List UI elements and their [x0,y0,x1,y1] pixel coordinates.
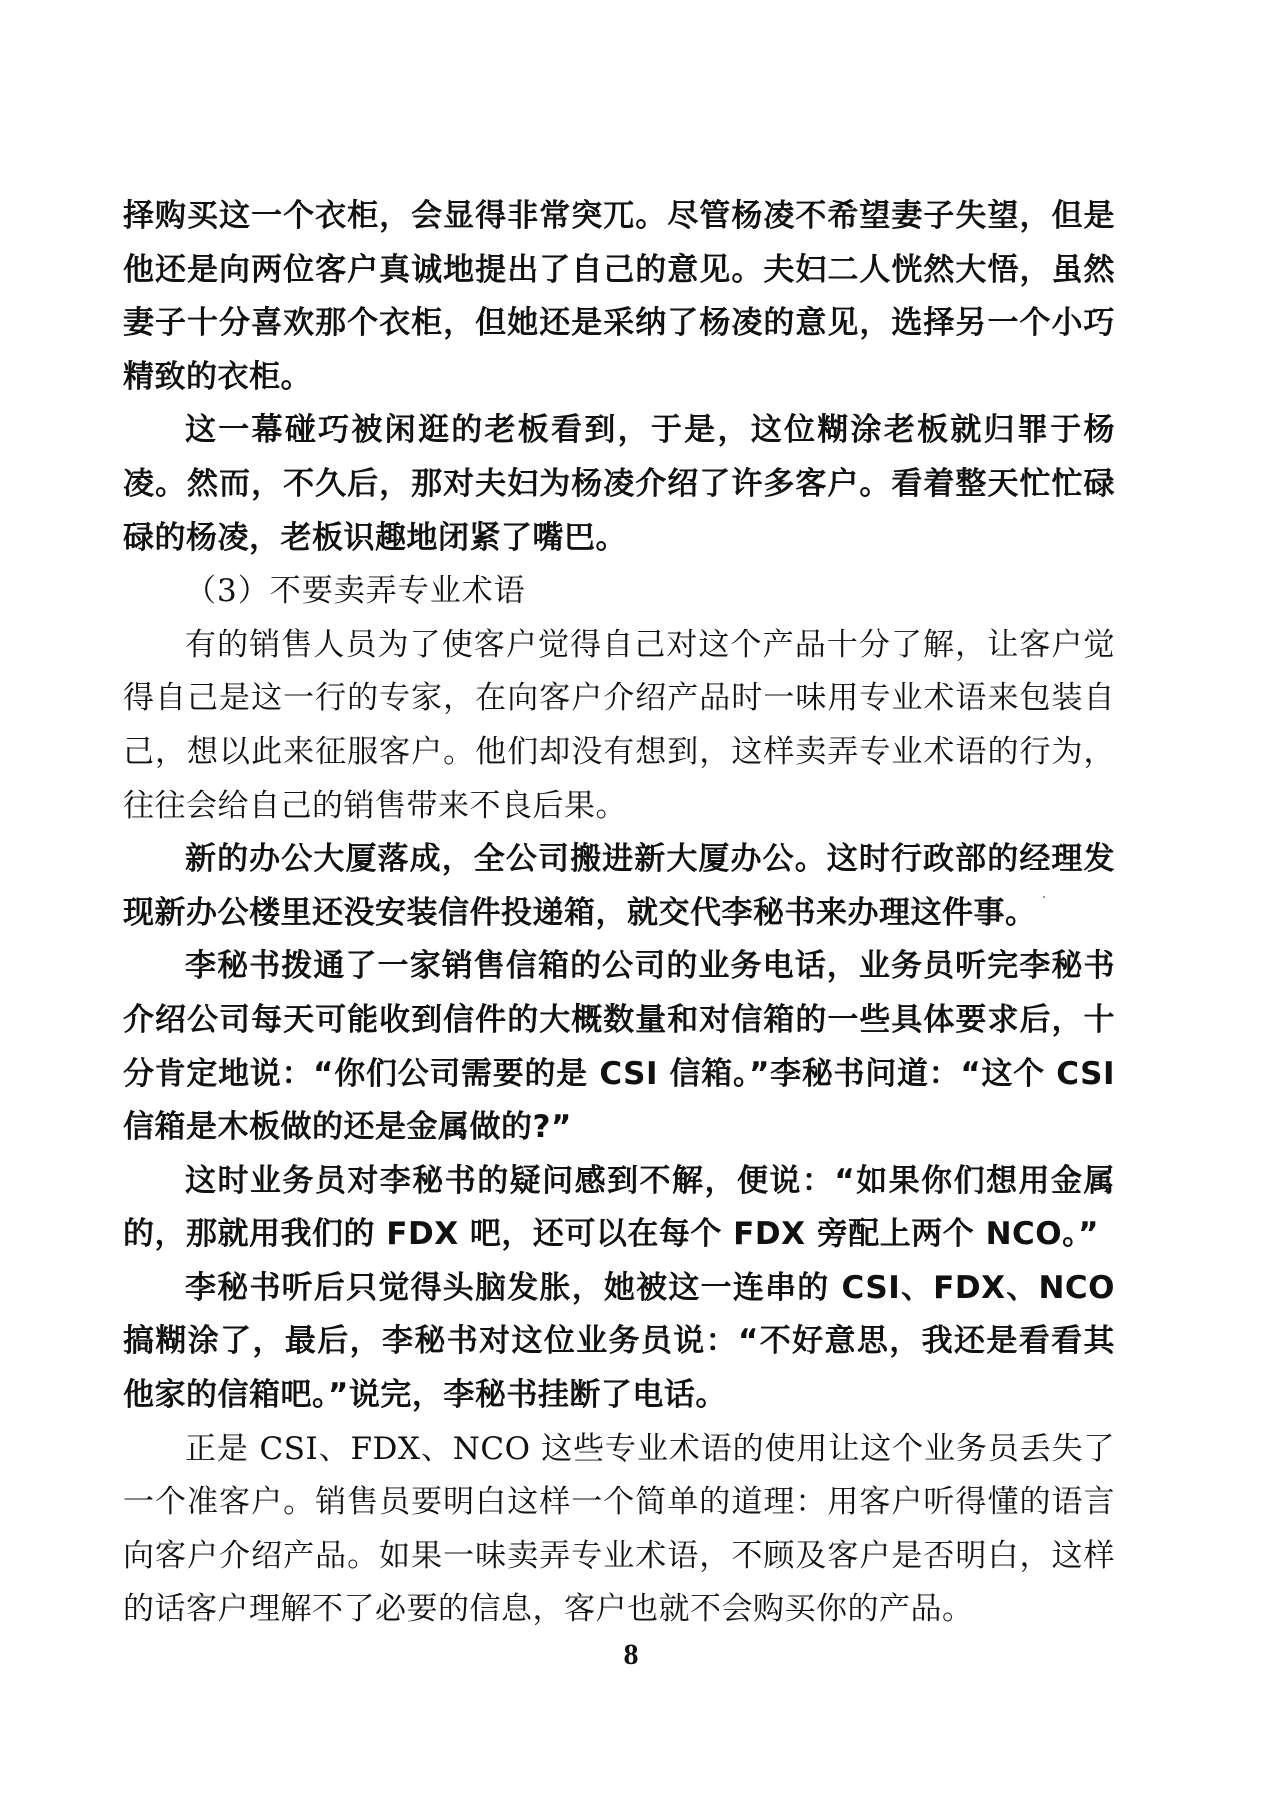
paragraph-9-conclusion: 正是 CSI、FDX、NCO 这些专业术语的使用让这个业务员丢失了一个准客户。销售员要明白这样一个简单的道理：用客户听得懂的语言向客户介绍产品。如果一味卖弄专业术语，不顾及客户是否明白，这样的话客户理解不了必要的信息，客户也就不会购买你的产品。 [123,1430,1115,1628]
paragraph-4-jargon-intro: 有的销售人员为了使客户觉得自己对这个产品十分了解，让客户觉得自己是这一行的专家，在向客户介绍产品时一味用专业术语来包装自己，想以此来征服客户。他们却没有想到，这样卖弄专业术语的行为，往往会给自己的销售带来不良后果。 [123,626,1115,824]
paragraph-5-new-office: 新的办公大厦落成，全公司搬进新大厦办公。这时行政部的经理发现新办公楼里还没安装信件投递箱，就交代李秘书来办理这件事。 [123,841,1115,931]
paragraph-8-secretary-confused: 李秘书听后只觉得头脑发胀，她被这一连串的 CSI、FDX、NCO 搞糊涂了，最后，李秘书对这位业务员说：“不好意思，我还是看看其他家的信箱吧。”说完，李秘书挂断了电话。 [123,1269,1115,1414]
body-text [123,190,1115,1637]
scan-speck [1043,896,1045,898]
paragraph-1-story-continuation: 择购买这一个衣柜，会显得非常突兀。尽管杨凌不希望妻子失望，但是他还是向两位客户真诚地提出了自己的意见。夫妇二人恍然大悟，虽然妻子十分喜欢那个衣柜，但她还是采纳了杨凌的意见，选择另一个小巧精致的衣柜。 [123,198,1115,395]
paragraph-6-phone-call: 李秘书拨通了一家销售信箱的公司的业务电话，业务员听完李秘书介绍公司每天可能收到信件的大概数量和对信箱的一些具体要求后，十分肯定地说：“你们公司需要的是 CSI 信箱。”李秘书问道：“这个 CSI 信箱是木板做的还是金属做的?” [123,948,1115,1146]
paragraph-2-boss-reaction: 这一幕碰巧被闲逛的老板看到，于是，这位糊涂老板就归罪于杨凌。然而，不久后，那对夫妇为杨凌介绍了许多客户。看着整天忙忙碌碌的杨凌，老板识趣地闭紧了嘴巴。 [123,412,1115,556]
page-number: 8 [623,1638,639,1671]
paragraph-7-salesman-reply: 这时业务员对李秘书的疑问感到不解，便说：“如果你们想用金属的，那就用我们的 FDX 吧，还可以在每个 FDX 旁配上两个 NCO。” [123,1162,1115,1253]
section-heading: （3）不要卖弄专业术语 [185,573,526,610]
